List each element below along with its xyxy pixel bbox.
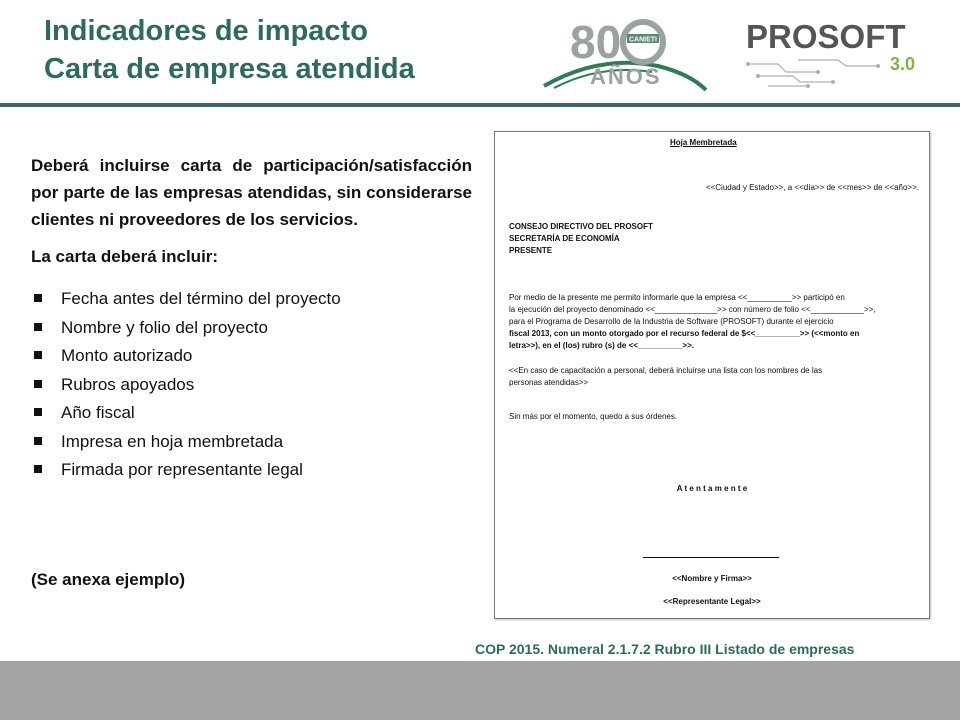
title-line-2: Carta de empresa atendida xyxy=(44,53,415,85)
list-item-text: Monto autorizado xyxy=(61,346,193,365)
list-item-text: Rubros apoyados xyxy=(61,374,195,394)
list-item xyxy=(31,371,472,400)
logo-80-small-label: CANIETI xyxy=(629,36,657,44)
prosoft-logo xyxy=(738,12,933,92)
header-divider xyxy=(0,103,960,107)
letter-farewell: A t e n t a m e n t e xyxy=(676,484,748,493)
logo-80-text: AÑOS xyxy=(590,64,662,89)
letter-body-line: Por medio de la presente me permito informarle que la empresa <<__________>> participó en xyxy=(509,293,845,302)
letter-body-line: la ejecución del proyecto denominado <<______________>> con número de folio <<____________>>, xyxy=(509,305,876,314)
letter-signature-name: <<Nombre y Firma>> xyxy=(672,574,752,583)
intro-paragraph: Deberá incluirse carta de participación/satisfacción por parte de las empresas atendidas, sin considerarse clientes ni proveedores de los servicios. xyxy=(31,156,472,229)
list-item-text: Fecha antes del término del proyecto xyxy=(61,289,341,308)
list-item xyxy=(31,314,472,343)
letter-date-line: <<Ciudad y Estado>>, a <<día>> de <<mes>> de <<año>>. xyxy=(705,183,919,192)
logo-80-number: 80 xyxy=(570,16,622,68)
square-bullet-icon xyxy=(34,465,42,473)
footer-band xyxy=(0,661,960,720)
reference-note: COP 2015. Numeral 2.1.7.2 Rubro III Listado de empresas xyxy=(475,641,855,657)
letter-recipient-2: SECRETARÍA DE ECONOMÍA xyxy=(509,234,620,243)
square-bullet-icon xyxy=(34,351,42,359)
letter-recipient-1: CONSEJO DIRECTIVO DEL PROSOFT xyxy=(509,222,653,231)
list-item-text: Año fiscal xyxy=(61,403,135,422)
square-bullet-icon xyxy=(34,323,42,331)
list-heading: La carta deberá incluir: xyxy=(31,247,219,266)
80-anos-logo xyxy=(540,14,710,94)
prosoft-logo-version: 3.0 xyxy=(890,54,916,74)
requirements-list xyxy=(31,285,472,485)
square-bullet-icon xyxy=(34,294,42,302)
letter-body-line: letra>>), en el (los) rubro (s) de <<__________>>. xyxy=(509,341,694,350)
square-bullet-icon xyxy=(34,408,42,416)
letter-recipient-3: PRESENTE xyxy=(509,246,553,255)
letter-note-line: personas atendidas>> xyxy=(509,378,589,387)
letter-note-line: <<En caso de capacitación a personal, deberá incluirse una lista con los nombres de las xyxy=(509,366,823,375)
square-bullet-icon xyxy=(34,437,42,445)
list-item xyxy=(31,342,472,371)
list-item xyxy=(31,456,472,485)
list-item-text: Impresa en hoja membretada xyxy=(61,431,284,451)
title-line-1: Indicadores de impacto xyxy=(44,15,368,47)
content-body xyxy=(31,152,472,485)
list-item xyxy=(31,285,472,314)
prosoft-logo-name: PROSOFT xyxy=(746,18,906,55)
signature-line xyxy=(643,557,779,558)
list-item-text: Firmada por representante legal xyxy=(61,460,303,479)
letter-signature-role: <<Representante Legal>> xyxy=(663,597,761,606)
letter-body-line: para el Programa de Desarrollo de la Industria de Software (PROSOFT) durante el ejercicio xyxy=(509,317,834,326)
list-item xyxy=(31,428,472,457)
list-item xyxy=(31,399,472,428)
letter-body-line: fiscal 2013, con un monto otorgado por el recurso federal de $<<__________>> (<<monto en xyxy=(509,329,860,338)
annex-note: (Se anexa ejemplo) xyxy=(31,570,186,589)
letterhead-label: Hoja Membretada xyxy=(670,138,737,147)
page-title xyxy=(44,12,415,88)
sample-letter xyxy=(494,131,930,619)
list-item-text: Nombre y folio del proyecto xyxy=(61,317,268,337)
letter-closing: Sin más por el momento, quedo a sus órdenes. xyxy=(509,412,678,421)
square-bullet-icon xyxy=(34,380,42,388)
